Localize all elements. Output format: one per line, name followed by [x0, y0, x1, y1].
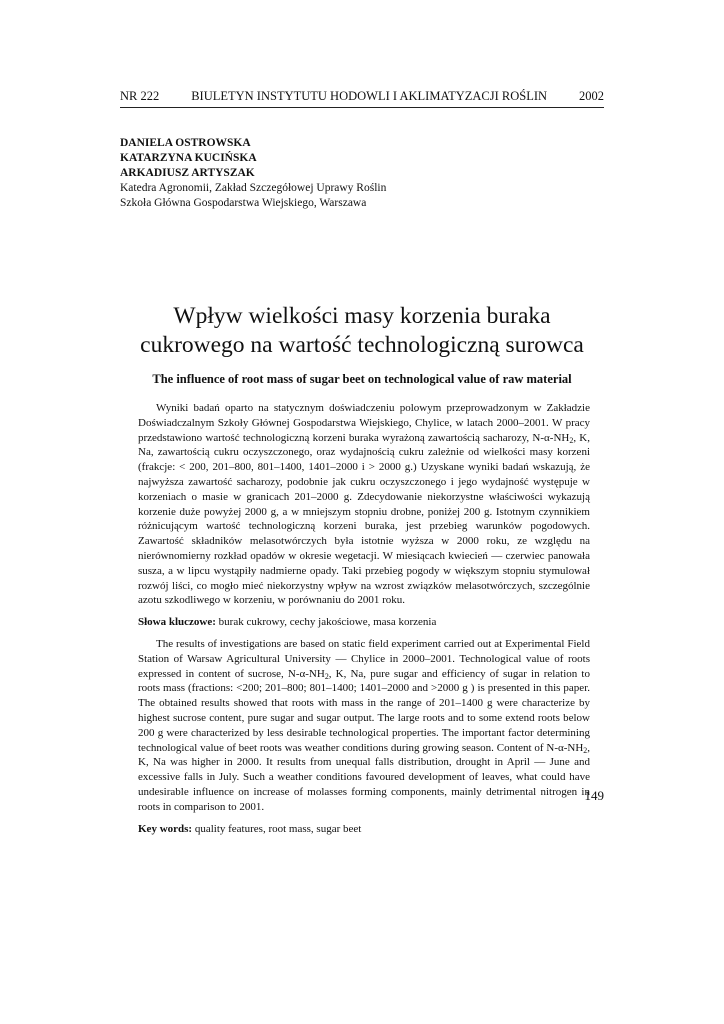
keywords-polish	[138, 615, 590, 630]
abstract-polish	[138, 401, 590, 608]
author-name: KATARZYNA KUCIŃSKA	[120, 152, 257, 164]
issue-number: NR 222	[120, 89, 160, 103]
abstract-section	[138, 401, 590, 843]
paper-title	[110, 302, 614, 360]
keywords-english	[138, 822, 590, 837]
author-block	[120, 136, 604, 211]
subscript: 2	[324, 671, 329, 681]
journal-title: BIULETYN INSTYTUTU HODOWLI I AKLIMATYZACJI ROŚLIN	[191, 89, 548, 103]
title-line-1: Wpływ wielkości masy korzenia buraka	[173, 303, 551, 329]
abstract-polish-text: Wyniki badań oparto na statycznym doświadczeniu polowym przeprowadzonym w Zakładzie Doświadczalnym Szkoły Głównej Gospodarstwa Wiejskiego, Chylice, w latach 2000–2001. W pracy przedstawiono wartość technologiczną korzeni buraka wyrażoną zawartością sacharozy, N-α-NH	[138, 402, 590, 444]
title-line-2: cukrowego na wartość technologiczną surowca	[140, 332, 584, 358]
keywords-label: Słowa kluczowe:	[138, 616, 216, 629]
running-header	[120, 88, 604, 108]
abstract-english-text: , K, Na, pure sugar and efficiency of sugar in relation to roots mass (fractions: <200; 201–800; 801–1400; 1401–2000 and >2000 g ) is presented in this paper. The obtained results showed that roots with mass in the range of 201–1400 g were characterize by highest sucrose content, pure sugar and sugar output. The large roots and to some extend roots below 200 g were characterized by less desirable technological properties. The important factor determining technological value of beet roots was weather conditions during growing season. Content of N-α-NH	[138, 667, 590, 754]
abstract-english	[138, 637, 590, 815]
affiliation-line: Szkoła Główna Gospodarstwa Wiejskiego, Warszawa	[120, 197, 367, 209]
abstract-english-text: The results of investigations are based on static field experiment carried out at Experimental Field Station of Warsaw Agricultural University — Chylice in 2000–2001. Technological value of roots expressed in content of sucrose, N-α-NH	[138, 637, 590, 680]
publication-year: 2002	[578, 89, 604, 103]
page-number: 149	[584, 788, 604, 803]
author-name: ARKADIUSZ ARTYSZAK	[120, 167, 255, 179]
keywords-text: burak cukrowy, cechy jakościowe, masa korzenia	[215, 616, 437, 629]
english-title: The influence of root mass of sugar beet on technological value of raw material	[152, 372, 572, 386]
abstract-english-text: , K, Na was higher in 2000. It results from unequal falls distribution, drought in April — June and excessive falls in July. Such a weather conditions favoured development of leaves, what could have undesirable influence on increase of molasses forming components, mainly detrimental nitrogen in roots in comparison to 2001.	[138, 741, 590, 813]
subscript: 2	[569, 435, 574, 445]
subscript: 2	[583, 745, 588, 755]
author-name: DANIELA OSTROWSKA	[120, 137, 251, 149]
affiliation-line: Katedra Agronomii, Zakład Szczegółowej Uprawy Roślin	[120, 182, 387, 194]
keywords-text: quality features, root mass, sugar beet	[192, 822, 362, 835]
keywords-label: Key words:	[138, 822, 193, 835]
abstract-polish-text: , K, Na, zawartością cukru oczyszczonego, oraz wydajnością cukru zależnie od wielkości masy korzeni (frakcje: < 200, 201–800, 801–1400, 1401–2000 i > 2000 g.) Uzyskane wyniki badań wskazują, że najwyższa zawartość sacharozy, podobnie jak cukru oczyszczonego i jego wydajność występuje w korzeniach o masie w granicach 201–2000 g. Zdecydowanie niekorzystne właściwości wykazują korzenie duże powyżej 2000 g, a w mniejszym stopniu drobne, poniżej 200 g. Istotnym czynnikiem różnicującym wartość technologiczną korzeni buraka, jest przebieg warunków pogodowych. Zawartość składników melasotwórczych była istotnie wyższa w 2000 roku, ze względu na nierównomierny rozkład opadów w okresie wegetacji. W miesiącach kwiecień — czerwiec panowała susza, a w lipcu wystąpiły nadmierne opady. Taki przebieg pogody w większym stopniu stymulował rozwój liści, co mogło mieć niekorzystny wpływ na wzrost związków melasotwórczych, szczególnie azotu szkodliwego w korzeniu, w porównaniu do 2001 roku.	[138, 431, 590, 607]
